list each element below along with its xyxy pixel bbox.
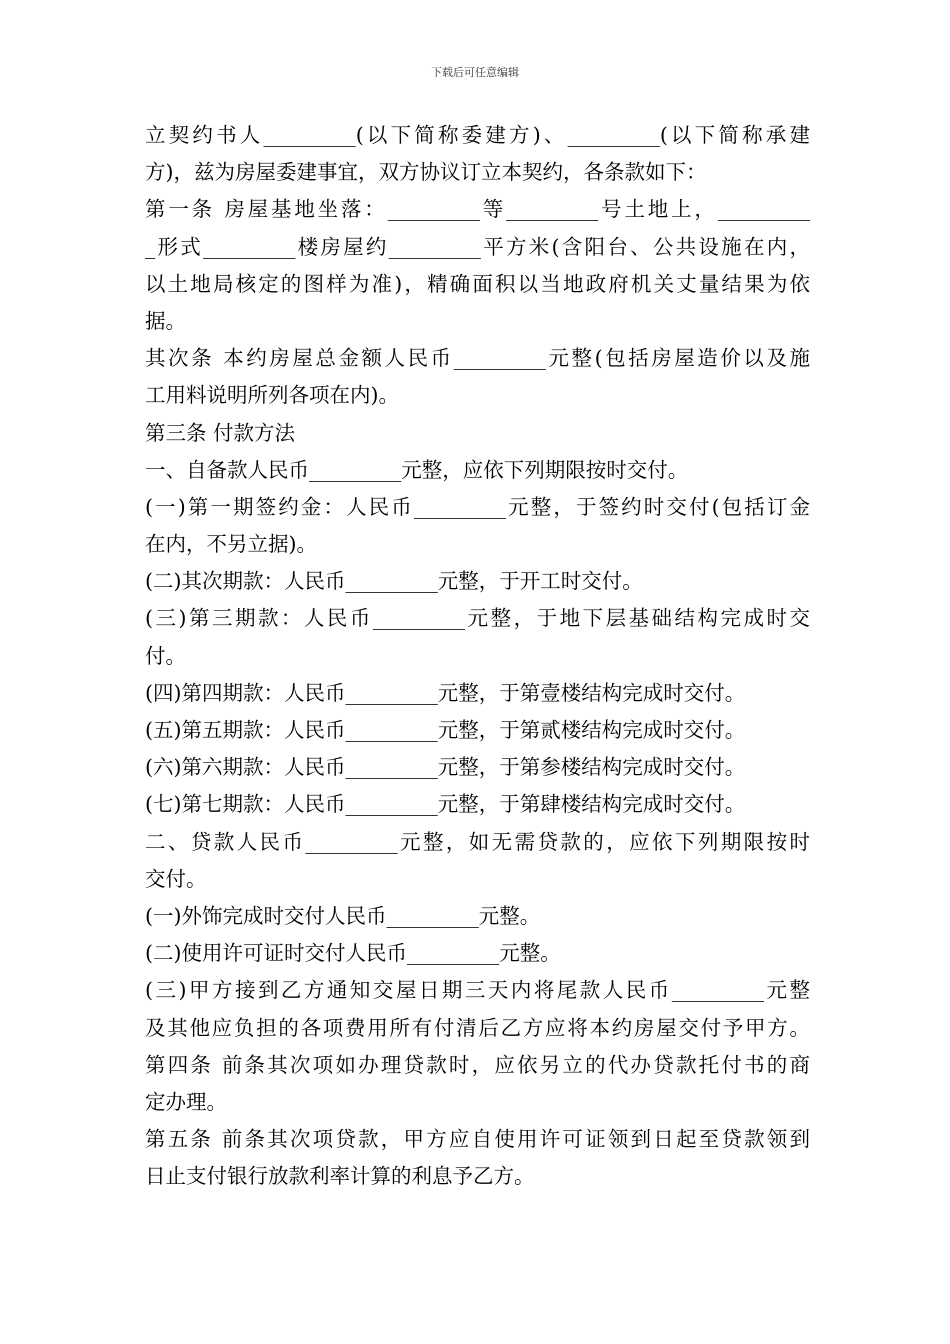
text-line: 定办理。 (145, 1089, 227, 1114)
text-line: 日止支付银行放款利率计算的利息予乙方。 (145, 1164, 535, 1189)
text-line: _形式_________楼房屋约_________平方米(含阳台、公共设施在内， (145, 234, 810, 259)
text-line: 一、自备款人民币_________元整，应依下列期限按时交付。 (145, 457, 689, 482)
text-line: 第五条 前条其次项贷款，甲方应自使用许可证领到日起至贷款领到 (145, 1127, 810, 1152)
text-line: (五)第五期款：人民币_________元整，于第贰楼结构完成时交付。 (145, 718, 746, 742)
text-line: (一)第一期签约金：人民币_________元整，于签约时交付(包括订金 (145, 494, 810, 519)
text-line: (四)第四期款：人民币_________元整，于第壹楼结构完成时交付。 (145, 680, 746, 705)
contract-body (145, 117, 810, 1195)
text-line: 据。 (145, 308, 186, 333)
section-heading: 第三条 付款方法 (145, 420, 296, 445)
text-line: (二)其次期款：人民币_________元整，于开工时交付。 (145, 569, 643, 594)
text-line: (二)使用许可证时交付人民币_________元整。 (145, 941, 561, 966)
text-line: 在内，不另立据)。 (145, 532, 317, 557)
text-line: 立契约书人_________(以下简称委建方)、_________(以下简称承建 (145, 123, 810, 147)
text-line: 以土地局核定的图样为准)，精确面积以当地政府机关丈量结果为依 (145, 271, 810, 296)
header-note: 下载后可任意编辑 (431, 66, 519, 79)
text-line: 付。 (145, 643, 186, 668)
text-line: (三)甲方接到乙方通知交屋日期三天内将尾款人民币_________元整 (145, 978, 810, 1003)
text-line: (三)第三期款：人民币_________元整，于地下层基础结构完成时交 (145, 606, 810, 631)
text-line: 方)，兹为房屋委建事宜，双方协议订立本契约，各条款如下： (145, 160, 707, 185)
text-line: 第四条 前条其次项如办理贷款时，应依另立的代办贷款托付书的商 (145, 1052, 810, 1077)
text-line: 工用料说明所列各项在内)。 (145, 383, 399, 408)
text-line: 其次条 本约房屋总金额人民币_________元整(包括房屋造价以及施 (145, 346, 810, 371)
text-line: 交付。 (145, 866, 207, 891)
text-line: 二、贷款人民币_________元整，如无需贷款的，应依下列期限按时 (145, 829, 810, 854)
text-line: (一)外饰完成时交付人民币_________元整。 (145, 903, 541, 928)
text-line: 第一条 房屋基地坐落：_________等_________号土地上，_________ (145, 197, 810, 222)
text-line: (六)第六期款：人民币_________元整，于第参楼结构完成时交付。 (145, 755, 746, 780)
text-line: 及其他应负担的各项费用所有付清后乙方应将本约房屋交付予甲方。 (145, 1015, 810, 1040)
text-line: (七)第七期款：人民币_________元整，于第肆楼结构完成时交付。 (145, 792, 746, 817)
